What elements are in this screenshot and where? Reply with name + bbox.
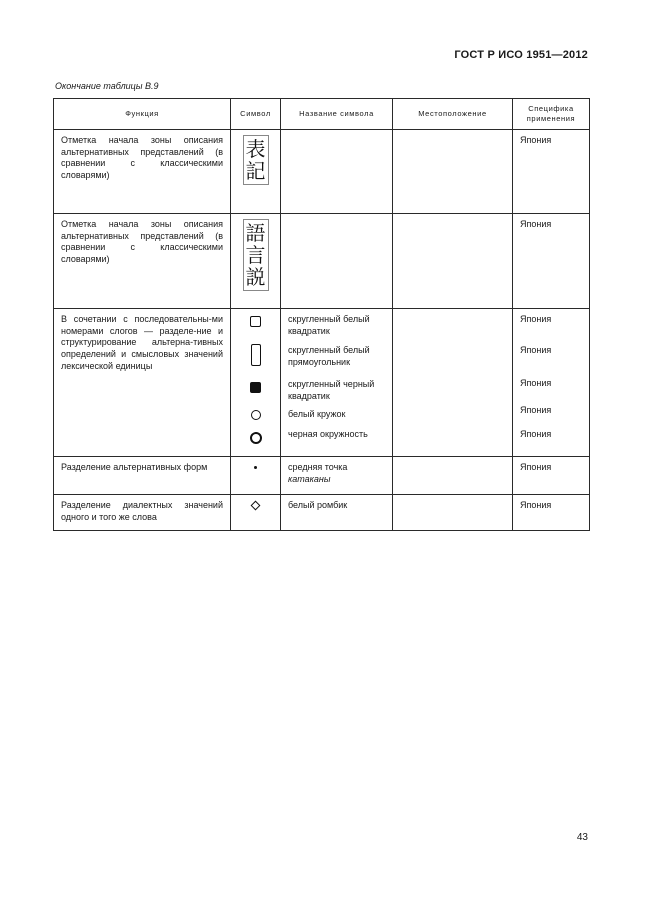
symbols-table — [53, 98, 590, 531]
cell-application: Япония — [513, 495, 590, 531]
header-symbol-name: Название символа — [281, 99, 393, 130]
cell-symbol — [231, 130, 281, 214]
symbol-name: черная окружность — [288, 429, 368, 439]
application-value: Япония — [520, 405, 552, 415]
symbol-name: скругленный белый квадратик — [288, 314, 370, 336]
rounded-white-square-icon — [250, 316, 261, 327]
symbol-name: скругленный черный квадратик — [288, 379, 375, 401]
cell-symbol — [231, 214, 281, 309]
document-code: ГОСТ Р ИСО 1951—2012 — [454, 49, 588, 61]
table-caption: Окончание таблицы В.9 — [55, 81, 159, 91]
cell-application — [513, 309, 590, 457]
cell-location — [393, 495, 513, 531]
symbol-name: скругленный белый прямоугольник — [288, 345, 370, 367]
cell-symbol — [231, 309, 281, 457]
cell-symbol — [231, 457, 281, 495]
middle-dot-icon — [254, 466, 257, 469]
table-row — [54, 495, 590, 531]
application-value: Япония — [520, 345, 552, 355]
white-circle-icon — [251, 410, 261, 420]
kanji-char: 言 — [245, 243, 266, 267]
cell-location — [393, 214, 513, 309]
symbol-name: белый кружок — [288, 409, 346, 419]
table-row — [54, 457, 590, 495]
header-location: Местоположение — [393, 99, 513, 130]
cell-location — [393, 457, 513, 495]
cell-symbol — [231, 495, 281, 531]
table-row — [54, 309, 590, 457]
table-row — [54, 214, 590, 309]
symbol-name: средняя точка — [288, 462, 348, 472]
table-row — [54, 130, 590, 214]
table-header-row — [54, 99, 590, 130]
application-value: Япония — [520, 378, 552, 388]
symbol-name-italic: катаканы — [288, 473, 331, 484]
application-value: Япония — [520, 314, 552, 324]
kanji-char: 語 — [245, 221, 266, 245]
header-function: Функция — [54, 99, 231, 130]
cell-function: Отметка начала зоны описания альтернативных представлений (в сравнении с классическими словарями) — [54, 214, 231, 309]
kanji-char: 説 — [245, 265, 266, 289]
kanji-char: 表 — [245, 137, 266, 161]
header-application: Специфика применения — [513, 99, 590, 130]
application-value: Япония — [520, 429, 552, 439]
header-symbol: Символ — [231, 99, 281, 130]
cell-application: Япония — [513, 457, 590, 495]
cell-symbol-name — [281, 309, 393, 457]
white-diamond-icon — [251, 501, 261, 511]
cell-location — [393, 130, 513, 214]
rounded-white-rectangle-icon — [251, 344, 261, 366]
cell-function: Отметка начала зоны описания альтернативных представлений (в сравнении с классическими словарями) — [54, 130, 231, 214]
cell-application: Япония — [513, 130, 590, 214]
cell-function: Разделение диалектных значений одного и того же слова — [54, 495, 231, 531]
rounded-black-square-icon — [250, 382, 261, 393]
cell-symbol-name — [281, 214, 393, 309]
kanji-symbol-box — [243, 135, 269, 185]
page-number: 43 — [576, 832, 588, 843]
cell-function: Разделение альтернативных форм — [54, 457, 231, 495]
cell-application: Япония — [513, 214, 590, 309]
cell-symbol-name — [281, 457, 393, 495]
kanji-char: 記 — [245, 159, 266, 183]
kanji-symbol-box — [243, 219, 269, 291]
cell-symbol-name: белый ромбик — [281, 495, 393, 531]
cell-symbol-name — [281, 130, 393, 214]
cell-location — [393, 309, 513, 457]
cell-function: В сочетании с последовательны-ми номерами слогов — разделе-ние и структурирование альтерна-тивных определений и смысловых значений лексической единицы — [54, 309, 231, 457]
black-ring-icon — [250, 432, 262, 444]
